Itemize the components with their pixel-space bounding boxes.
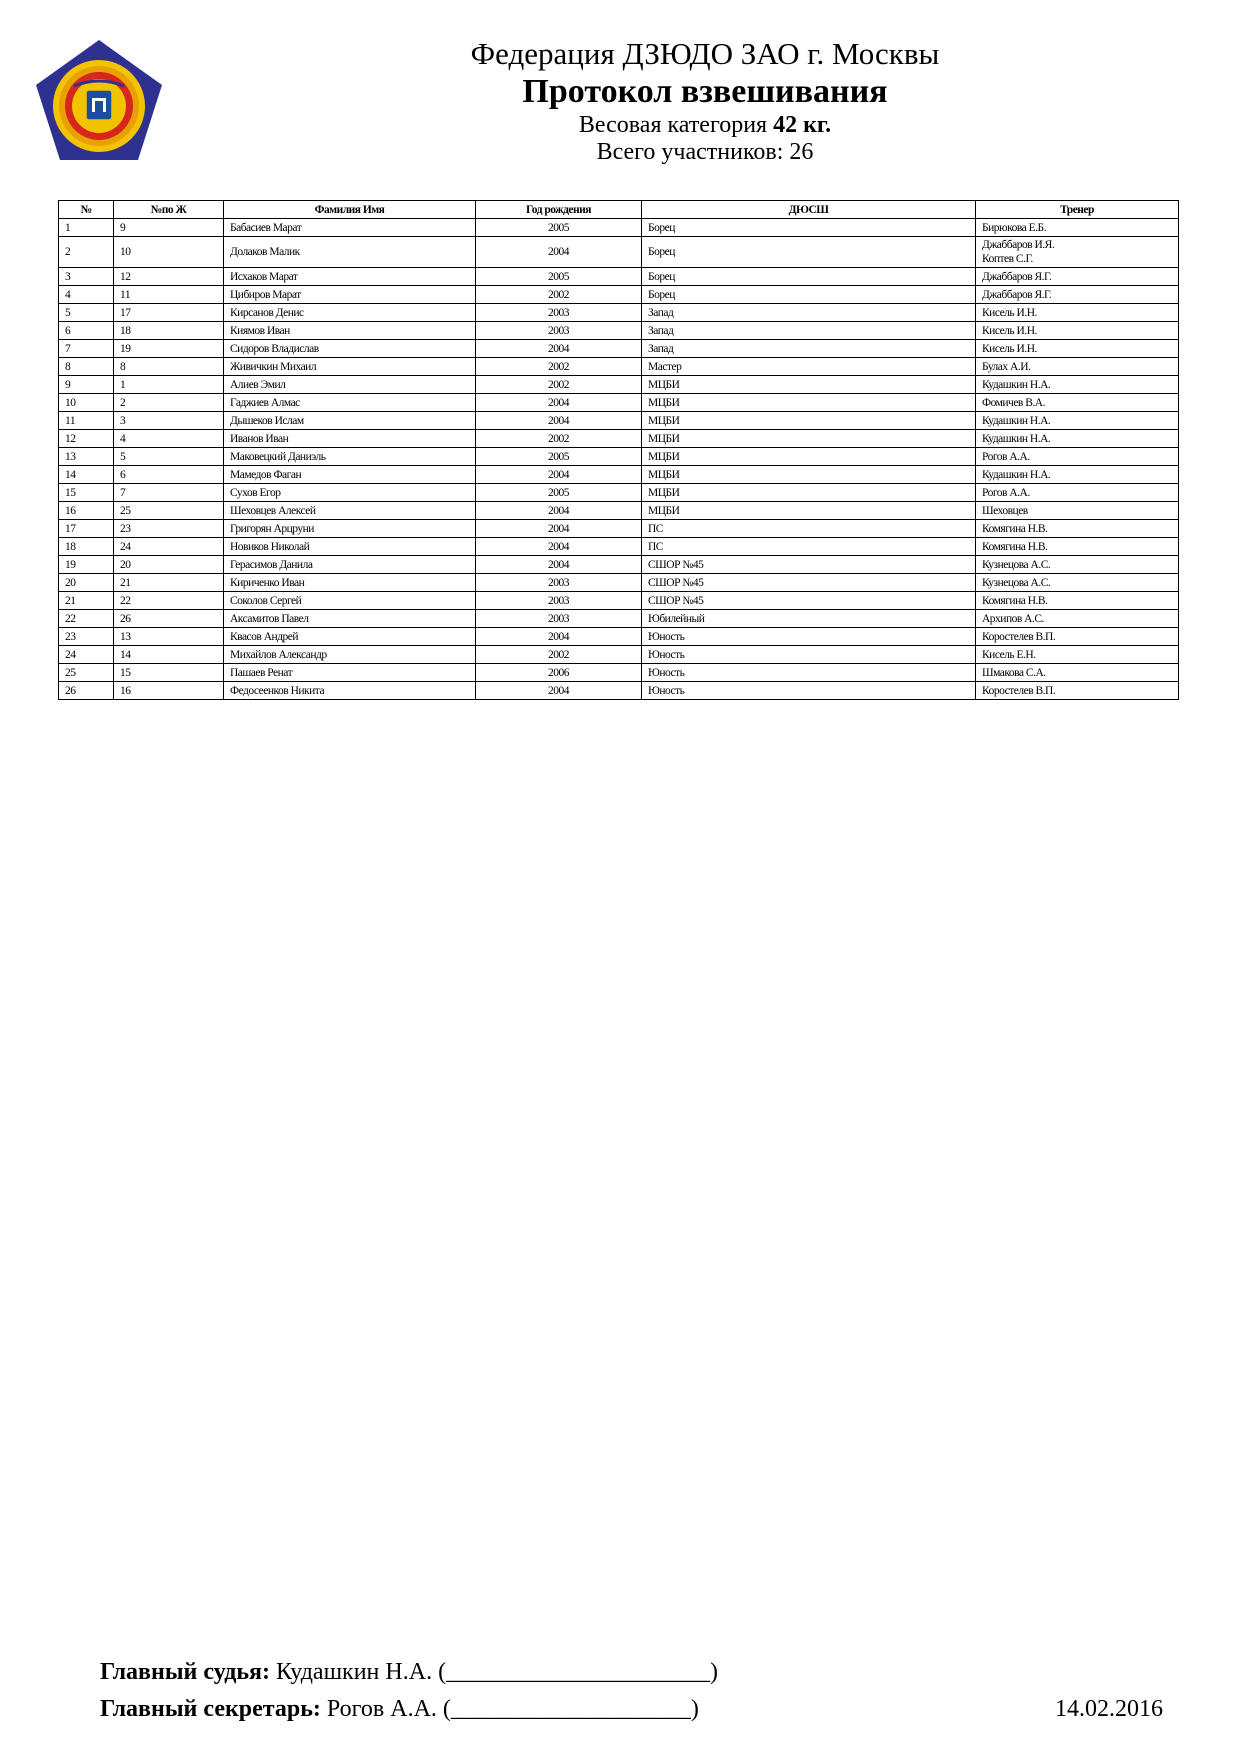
cell-number: 22 bbox=[59, 610, 114, 628]
coach-name: Джаббаров И.Я. bbox=[982, 239, 1055, 251]
cell-club: МЦБИ bbox=[642, 466, 976, 484]
table-row bbox=[59, 430, 1179, 448]
cell-club: МЦБИ bbox=[642, 394, 976, 412]
table-row bbox=[59, 304, 1179, 322]
cell-number: 7 bbox=[59, 340, 114, 358]
cell-draw-number: 12 bbox=[114, 268, 224, 286]
weight-category bbox=[360, 112, 1050, 139]
coach-name: Кисель И.Н. bbox=[982, 324, 1037, 337]
cell-club: МЦБИ bbox=[642, 412, 976, 430]
chief-secretary-label: Главный секретарь: bbox=[100, 1696, 321, 1722]
table-row bbox=[59, 219, 1179, 237]
table-row bbox=[59, 628, 1179, 646]
cell-club: Запад bbox=[642, 304, 976, 322]
table-row bbox=[59, 664, 1179, 682]
federation-emblem-icon bbox=[34, 38, 164, 163]
cell-coach bbox=[976, 484, 1179, 502]
cell-birth-year: 2005 bbox=[476, 219, 642, 237]
table-row bbox=[59, 286, 1179, 304]
cell-number: 15 bbox=[59, 484, 114, 502]
cell-birth-year: 2005 bbox=[476, 448, 642, 466]
chief-judge-line bbox=[100, 1658, 718, 1686]
cell-birth-year: 2003 bbox=[476, 322, 642, 340]
column-header-name: Фамилия Имя bbox=[224, 201, 476, 219]
chief-judge-label: Главный судья: bbox=[100, 1659, 271, 1685]
cell-number: 18 bbox=[59, 538, 114, 556]
cell-draw-number: 19 bbox=[114, 340, 224, 358]
cell-draw-number: 2 bbox=[114, 394, 224, 412]
cell-birth-year: 2004 bbox=[476, 682, 642, 700]
cell-name: Шеховцев Алексей bbox=[224, 502, 476, 520]
cell-name: Кирсанов Денис bbox=[224, 304, 476, 322]
cell-draw-number: 7 bbox=[114, 484, 224, 502]
cell-coach bbox=[976, 219, 1179, 237]
table-row bbox=[59, 502, 1179, 520]
cell-draw-number: 24 bbox=[114, 538, 224, 556]
cell-birth-year: 2004 bbox=[476, 412, 642, 430]
coach-name: Фомичев В.А. bbox=[982, 396, 1045, 409]
cell-club: ПС bbox=[642, 520, 976, 538]
table-row bbox=[59, 412, 1179, 430]
cell-birth-year: 2005 bbox=[476, 268, 642, 286]
cell-coach bbox=[976, 610, 1179, 628]
coach-name: Кузнецова А.С. bbox=[982, 576, 1051, 589]
coach-name: Коптев С.Г. bbox=[982, 253, 1033, 265]
table-row bbox=[59, 574, 1179, 592]
cell-club: ПС bbox=[642, 538, 976, 556]
chief-judge-value: Кудашкин Н.А. (______________________) bbox=[270, 1659, 719, 1685]
coach-name: Шеховцев bbox=[982, 504, 1028, 517]
table-row bbox=[59, 376, 1179, 394]
cell-coach bbox=[976, 628, 1179, 646]
cell-name: Маковецкий Даниэль bbox=[224, 448, 476, 466]
cell-coach bbox=[976, 646, 1179, 664]
cell-name: Аксамитов Павел bbox=[224, 610, 476, 628]
cell-name: Сидоров Владислав bbox=[224, 340, 476, 358]
cell-birth-year: 2002 bbox=[476, 358, 642, 376]
table-row bbox=[59, 466, 1179, 484]
cell-number: 19 bbox=[59, 556, 114, 574]
cell-coach bbox=[976, 556, 1179, 574]
cell-name: Долаков Малик bbox=[224, 237, 476, 268]
weigh-in-table bbox=[58, 200, 1179, 700]
cell-name: Михайлов Александр bbox=[224, 646, 476, 664]
table-row bbox=[59, 538, 1179, 556]
cell-name: Григорян Арцруни bbox=[224, 520, 476, 538]
cell-draw-number: 13 bbox=[114, 628, 224, 646]
cell-number: 20 bbox=[59, 574, 114, 592]
cell-coach bbox=[976, 340, 1179, 358]
table-row bbox=[59, 268, 1179, 286]
coach-name: Архипов А.С. bbox=[982, 612, 1044, 625]
cell-coach bbox=[976, 520, 1179, 538]
cell-coach bbox=[976, 412, 1179, 430]
coach-name: Комягина Н.В. bbox=[982, 540, 1048, 553]
cell-coach bbox=[976, 304, 1179, 322]
cell-name: Соколов Сергей bbox=[224, 592, 476, 610]
cell-name: Киямов Иван bbox=[224, 322, 476, 340]
cell-name: Квасов Андрей bbox=[224, 628, 476, 646]
table-row bbox=[59, 448, 1179, 466]
cell-draw-number: 9 bbox=[114, 219, 224, 237]
table-row bbox=[59, 322, 1179, 340]
cell-birth-year: 2004 bbox=[476, 466, 642, 484]
cell-number: 3 bbox=[59, 268, 114, 286]
cell-birth-year: 2004 bbox=[476, 628, 642, 646]
cell-club: МЦБИ bbox=[642, 484, 976, 502]
cell-draw-number: 6 bbox=[114, 466, 224, 484]
cell-club: Мастер bbox=[642, 358, 976, 376]
cell-coach bbox=[976, 358, 1179, 376]
cell-club: Юность bbox=[642, 682, 976, 700]
column-header-club: ДЮСШ bbox=[642, 201, 976, 219]
cell-coach bbox=[976, 322, 1179, 340]
cell-number: 16 bbox=[59, 502, 114, 520]
cell-club: Юность bbox=[642, 628, 976, 646]
cell-number: 5 bbox=[59, 304, 114, 322]
cell-number: 12 bbox=[59, 430, 114, 448]
cell-birth-year: 2002 bbox=[476, 376, 642, 394]
cell-birth-year: 2002 bbox=[476, 286, 642, 304]
cell-draw-number: 4 bbox=[114, 430, 224, 448]
cell-draw-number: 21 bbox=[114, 574, 224, 592]
cell-number: 10 bbox=[59, 394, 114, 412]
cell-birth-year: 2002 bbox=[476, 430, 642, 448]
coach-name: Кудашкин Н.А. bbox=[982, 432, 1051, 445]
cell-number: 8 bbox=[59, 358, 114, 376]
cell-birth-year: 2004 bbox=[476, 520, 642, 538]
coach-name: Рогов А.А. bbox=[982, 486, 1030, 499]
coach-name: Кисель И.Н. bbox=[982, 306, 1037, 319]
cell-name: Гаджиев Алмас bbox=[224, 394, 476, 412]
coach-name: Кудашкин Н.А. bbox=[982, 414, 1051, 427]
cell-draw-number: 15 bbox=[114, 664, 224, 682]
column-header-draw: №по Ж bbox=[114, 201, 224, 219]
participants-total: Всего участников: 26 bbox=[596, 139, 814, 165]
weight-category-label: Весовая категория bbox=[578, 112, 774, 138]
cell-coach bbox=[976, 574, 1179, 592]
cell-number: 14 bbox=[59, 466, 114, 484]
table-row bbox=[59, 556, 1179, 574]
cell-birth-year: 2003 bbox=[476, 592, 642, 610]
cell-draw-number: 8 bbox=[114, 358, 224, 376]
coach-name: Кузнецова А.С. bbox=[982, 558, 1051, 571]
cell-name: Живичкин Михаил bbox=[224, 358, 476, 376]
cell-number: 2 bbox=[59, 237, 114, 268]
cell-birth-year: 2004 bbox=[476, 538, 642, 556]
cell-name: Мамедов Фаган bbox=[224, 466, 476, 484]
cell-name: Герасимов Данила bbox=[224, 556, 476, 574]
cell-draw-number: 3 bbox=[114, 412, 224, 430]
cell-club: Юность bbox=[642, 646, 976, 664]
cell-draw-number: 20 bbox=[114, 556, 224, 574]
cell-draw-number: 22 bbox=[114, 592, 224, 610]
cell-number: 6 bbox=[59, 322, 114, 340]
cell-name: Пашаев Ренат bbox=[224, 664, 476, 682]
cell-coach bbox=[976, 286, 1179, 304]
table-row bbox=[59, 520, 1179, 538]
cell-birth-year: 2004 bbox=[476, 340, 642, 358]
organization-title: Федерация ДЗЮДО ЗАО г. Москвы bbox=[470, 36, 940, 71]
coach-name: Шмакова С.А. bbox=[982, 666, 1046, 679]
column-header-number: № bbox=[59, 201, 114, 219]
cell-draw-number: 1 bbox=[114, 376, 224, 394]
column-header-coach: Тренер bbox=[976, 201, 1179, 219]
cell-club: Юбилейный bbox=[642, 610, 976, 628]
column-header-year: Год рождения bbox=[476, 201, 642, 219]
cell-coach bbox=[976, 376, 1179, 394]
cell-number: 17 bbox=[59, 520, 114, 538]
cell-draw-number: 10 bbox=[114, 237, 224, 268]
table-row bbox=[59, 358, 1179, 376]
cell-draw-number: 17 bbox=[114, 304, 224, 322]
cell-coach bbox=[976, 268, 1179, 286]
document-date: 14.02.2016 bbox=[1055, 1696, 1163, 1722]
cell-coach bbox=[976, 682, 1179, 700]
cell-club: МЦБИ bbox=[642, 448, 976, 466]
cell-club: Запад bbox=[642, 322, 976, 340]
table-row bbox=[59, 237, 1179, 268]
coach-name: Джаббаров Я.Г. bbox=[982, 270, 1052, 283]
cell-name: Кириченко Иван bbox=[224, 574, 476, 592]
table-header-row bbox=[59, 201, 1179, 219]
cell-club: Борец bbox=[642, 219, 976, 237]
cell-draw-number: 18 bbox=[114, 322, 224, 340]
coach-name: Кудашкин Н.А. bbox=[982, 378, 1051, 391]
chief-secretary-line bbox=[100, 1695, 699, 1723]
cell-birth-year: 2004 bbox=[476, 237, 642, 268]
coach-name: Бирюкова Е.Б. bbox=[982, 221, 1046, 234]
cell-name: Федосеенков Никита bbox=[224, 682, 476, 700]
cell-number: 1 bbox=[59, 219, 114, 237]
coach-name: Комягина Н.В. bbox=[982, 522, 1048, 535]
coach-name: Джаббаров Я.Г. bbox=[982, 288, 1052, 301]
cell-club: Борец bbox=[642, 268, 976, 286]
cell-number: 26 bbox=[59, 682, 114, 700]
cell-number: 9 bbox=[59, 376, 114, 394]
table-row bbox=[59, 682, 1179, 700]
cell-name: Сухов Егор bbox=[224, 484, 476, 502]
coach-name: Булах А.И. bbox=[982, 360, 1031, 373]
cell-coach bbox=[976, 664, 1179, 682]
cell-club: Запад bbox=[642, 340, 976, 358]
document-header bbox=[360, 36, 1050, 166]
cell-number: 21 bbox=[59, 592, 114, 610]
cell-name: Дышеков Ислам bbox=[224, 412, 476, 430]
cell-birth-year: 2003 bbox=[476, 574, 642, 592]
cell-name: Новиков Николай bbox=[224, 538, 476, 556]
cell-birth-year: 2006 bbox=[476, 664, 642, 682]
cell-coach bbox=[976, 394, 1179, 412]
cell-coach bbox=[976, 430, 1179, 448]
table-row bbox=[59, 646, 1179, 664]
cell-name: Бабасиев Марат bbox=[224, 219, 476, 237]
cell-club: МЦБИ bbox=[642, 376, 976, 394]
cell-coach bbox=[976, 502, 1179, 520]
cell-name: Цибиров Марат bbox=[224, 286, 476, 304]
cell-birth-year: 2004 bbox=[476, 556, 642, 574]
cell-name: Алиев Эмил bbox=[224, 376, 476, 394]
cell-draw-number: 26 bbox=[114, 610, 224, 628]
cell-birth-year: 2003 bbox=[476, 304, 642, 322]
cell-number: 13 bbox=[59, 448, 114, 466]
cell-club: Юность bbox=[642, 664, 976, 682]
cell-number: 24 bbox=[59, 646, 114, 664]
chief-secretary-value: Рогов А.А. (____________________) bbox=[320, 1696, 699, 1722]
table-row bbox=[59, 610, 1179, 628]
cell-club: СШОР №45 bbox=[642, 592, 976, 610]
cell-draw-number: 14 bbox=[114, 646, 224, 664]
weight-category-value: 42 кг. bbox=[773, 112, 832, 138]
cell-number: 4 bbox=[59, 286, 114, 304]
cell-club: Борец bbox=[642, 286, 976, 304]
cell-coach bbox=[976, 237, 1179, 268]
cell-draw-number: 25 bbox=[114, 502, 224, 520]
cell-number: 11 bbox=[59, 412, 114, 430]
cell-draw-number: 5 bbox=[114, 448, 224, 466]
cell-club: Борец bbox=[642, 237, 976, 268]
cell-coach bbox=[976, 538, 1179, 556]
table-body bbox=[59, 219, 1179, 700]
coach-name: Комягина Н.В. bbox=[982, 594, 1048, 607]
cell-club: МЦБИ bbox=[642, 430, 976, 448]
table-row bbox=[59, 394, 1179, 412]
cell-club: СШОР №45 bbox=[642, 556, 976, 574]
coach-name: Коростелев В.П. bbox=[982, 630, 1056, 643]
cell-birth-year: 2004 bbox=[476, 502, 642, 520]
cell-birth-year: 2004 bbox=[476, 394, 642, 412]
table-row bbox=[59, 340, 1179, 358]
cell-birth-year: 2005 bbox=[476, 484, 642, 502]
coach-name: Кисель Е.Н. bbox=[982, 648, 1036, 661]
cell-coach bbox=[976, 592, 1179, 610]
coach-name: Кисель И.Н. bbox=[982, 342, 1037, 355]
cell-draw-number: 11 bbox=[114, 286, 224, 304]
cell-number: 25 bbox=[59, 664, 114, 682]
protocol-title: Протокол взвешивания bbox=[522, 73, 888, 110]
cell-draw-number: 16 bbox=[114, 682, 224, 700]
cell-club: СШОР №45 bbox=[642, 574, 976, 592]
coach-name: Рогов А.А. bbox=[982, 450, 1030, 463]
cell-coach bbox=[976, 448, 1179, 466]
coach-name: Коростелев В.П. bbox=[982, 684, 1056, 697]
cell-number: 23 bbox=[59, 628, 114, 646]
cell-name: Исхаков Марат bbox=[224, 268, 476, 286]
table-row bbox=[59, 592, 1179, 610]
table-row bbox=[59, 484, 1179, 502]
cell-birth-year: 2002 bbox=[476, 646, 642, 664]
cell-club: МЦБИ bbox=[642, 502, 976, 520]
cell-birth-year: 2003 bbox=[476, 610, 642, 628]
cell-name: Иванов Иван bbox=[224, 430, 476, 448]
coach-name: Кудашкин Н.А. bbox=[982, 468, 1051, 481]
cell-coach bbox=[976, 466, 1179, 484]
cell-draw-number: 23 bbox=[114, 520, 224, 538]
